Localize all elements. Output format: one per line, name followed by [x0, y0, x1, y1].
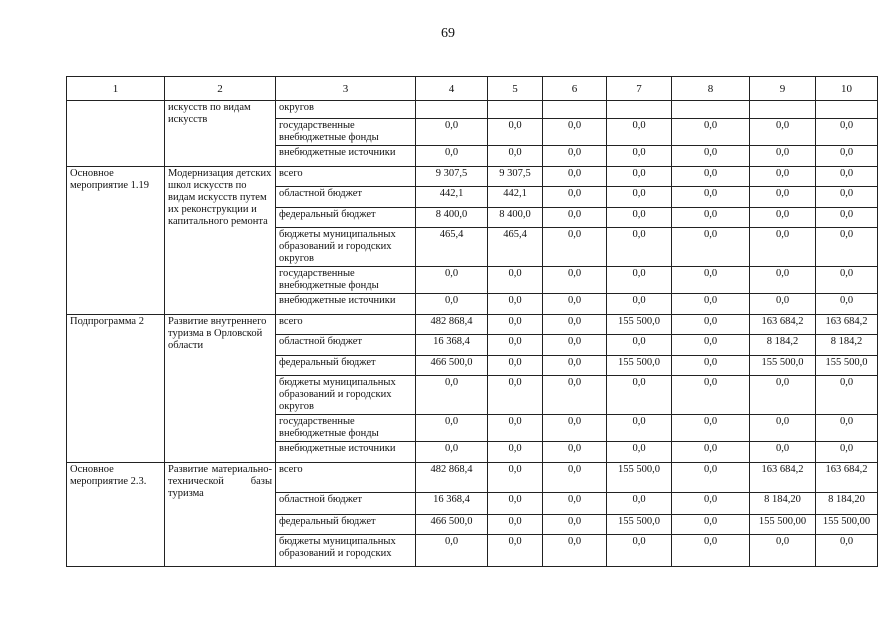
- amount-cell: 0,0: [607, 187, 672, 208]
- amount-cell: 155 500,0: [607, 515, 672, 535]
- amount-cell: 0,0: [488, 335, 543, 356]
- funding-source-cell: внебюджетные источники: [276, 442, 416, 463]
- amount-cell: 0,0: [607, 335, 672, 356]
- measure-name-cell: Модернизация детских школ искусств по видам искусств путем их реконструкции и капитального ремонта: [165, 167, 276, 315]
- amount-cell: 0,0: [816, 535, 878, 567]
- amount-cell: 442,1: [488, 187, 543, 208]
- amount-cell: 155 500,0: [607, 356, 672, 376]
- table-row: [67, 167, 878, 187]
- program-cell: Основное мероприятие 2.3.: [67, 463, 165, 567]
- amount-cell: 8 400,0: [488, 208, 543, 228]
- amount-cell: 0,0: [416, 535, 488, 567]
- funding-source-cell: областной бюджет: [276, 335, 416, 356]
- amount-cell: 0,0: [543, 119, 607, 146]
- amount-cell: 0,0: [488, 146, 543, 167]
- amount-cell: 0,0: [488, 415, 543, 442]
- amount-cell: [416, 101, 488, 119]
- amount-cell: 0,0: [416, 119, 488, 146]
- funding-source-cell: государственные внебюджетные фонды: [276, 119, 416, 146]
- amount-cell: 9 307,5: [416, 167, 488, 187]
- amount-cell: 0,0: [416, 267, 488, 294]
- amount-cell: 0,0: [672, 208, 750, 228]
- amount-cell: 0,0: [543, 356, 607, 376]
- amount-cell: 0,0: [543, 208, 607, 228]
- amount-cell: 0,0: [816, 167, 878, 187]
- amount-cell: 8 184,20: [750, 493, 816, 515]
- funding-source-cell: внебюджетные источники: [276, 146, 416, 167]
- amount-cell: 0,0: [488, 267, 543, 294]
- amount-cell: 0,0: [750, 208, 816, 228]
- header-cell: 3: [276, 77, 416, 101]
- amount-cell: 0,0: [607, 415, 672, 442]
- amount-cell: [750, 101, 816, 119]
- amount-cell: 0,0: [750, 167, 816, 187]
- header-cell: 10: [816, 77, 878, 101]
- amount-cell: 9 307,5: [488, 167, 543, 187]
- funding-source-cell: внебюджетные источники: [276, 294, 416, 315]
- amount-cell: 0,0: [672, 228, 750, 267]
- amount-cell: 0,0: [543, 187, 607, 208]
- table-row: [67, 101, 878, 119]
- amount-cell: 8 400,0: [416, 208, 488, 228]
- amount-cell: 0,0: [672, 442, 750, 463]
- amount-cell: 0,0: [672, 376, 750, 415]
- table-row: [67, 315, 878, 335]
- amount-cell: [672, 101, 750, 119]
- funding-source-cell: государственные внебюджетные фонды: [276, 267, 416, 294]
- amount-cell: 0,0: [672, 267, 750, 294]
- budget-table: [66, 76, 878, 567]
- amount-cell: 0,0: [543, 228, 607, 267]
- program-cell: [67, 101, 165, 167]
- amount-cell: 16 368,4: [416, 335, 488, 356]
- amount-cell: [543, 101, 607, 119]
- amount-cell: 0,0: [416, 415, 488, 442]
- amount-cell: 0,0: [607, 535, 672, 567]
- amount-cell: 0,0: [543, 535, 607, 567]
- funding-source-cell: всего: [276, 167, 416, 187]
- amount-cell: 0,0: [672, 335, 750, 356]
- amount-cell: 0,0: [672, 294, 750, 315]
- amount-cell: 0,0: [416, 442, 488, 463]
- amount-cell: 0,0: [816, 415, 878, 442]
- amount-cell: 0,0: [543, 415, 607, 442]
- amount-cell: 0,0: [672, 146, 750, 167]
- amount-cell: [607, 101, 672, 119]
- amount-cell: 0,0: [816, 187, 878, 208]
- amount-cell: 0,0: [543, 315, 607, 335]
- amount-cell: 442,1: [416, 187, 488, 208]
- funding-source-cell: бюджеты муниципальных образований и городских округов: [276, 376, 416, 415]
- amount-cell: [488, 101, 543, 119]
- amount-cell: 0,0: [607, 267, 672, 294]
- amount-cell: 0,0: [816, 376, 878, 415]
- header-cell: 7: [607, 77, 672, 101]
- amount-cell: 0,0: [672, 493, 750, 515]
- amount-cell: 0,0: [416, 146, 488, 167]
- amount-cell: 0,0: [607, 167, 672, 187]
- measure-name-cell: искусств по видам искусств: [165, 101, 276, 167]
- amount-cell: 0,0: [607, 119, 672, 146]
- amount-cell: 0,0: [488, 294, 543, 315]
- amount-cell: 0,0: [816, 267, 878, 294]
- amount-cell: 0,0: [607, 376, 672, 415]
- amount-cell: 0,0: [816, 208, 878, 228]
- amount-cell: 0,0: [543, 294, 607, 315]
- header-cell: 2: [165, 77, 276, 101]
- amount-cell: 163 684,2: [816, 463, 878, 493]
- amount-cell: 0,0: [543, 167, 607, 187]
- amount-cell: 0,0: [816, 119, 878, 146]
- amount-cell: 0,0: [816, 146, 878, 167]
- table-header-row: [67, 77, 878, 101]
- page-number: 69: [441, 26, 455, 41]
- amount-cell: 155 500,0: [750, 356, 816, 376]
- amount-cell: 0,0: [672, 415, 750, 442]
- amount-cell: 155 500,0: [607, 463, 672, 493]
- amount-cell: 0,0: [672, 315, 750, 335]
- amount-cell: 0,0: [488, 463, 543, 493]
- amount-cell: 0,0: [816, 228, 878, 267]
- amount-cell: 466 500,0: [416, 356, 488, 376]
- amount-cell: 163 684,2: [816, 315, 878, 335]
- amount-cell: 163 684,2: [750, 463, 816, 493]
- amount-cell: 0,0: [488, 515, 543, 535]
- amount-cell: 0,0: [750, 415, 816, 442]
- funding-source-cell: бюджеты муниципальных образований и городских: [276, 535, 416, 567]
- measure-name-cell: Развитие внутреннего туризма в Орловской области: [165, 315, 276, 463]
- program-cell: Подпрограмма 2: [67, 315, 165, 463]
- amount-cell: 0,0: [488, 119, 543, 146]
- amount-cell: 0,0: [750, 228, 816, 267]
- funding-source-cell: федеральный бюджет: [276, 356, 416, 376]
- amount-cell: 155 500,0: [816, 356, 878, 376]
- amount-cell: 0,0: [750, 267, 816, 294]
- funding-source-cell: всего: [276, 463, 416, 493]
- funding-source-cell: бюджеты муниципальных образований и городских округов: [276, 228, 416, 267]
- amount-cell: 0,0: [488, 356, 543, 376]
- amount-cell: 0,0: [816, 442, 878, 463]
- amount-cell: 0,0: [672, 356, 750, 376]
- amount-cell: 0,0: [672, 535, 750, 567]
- amount-cell: 0,0: [488, 535, 543, 567]
- amount-cell: 0,0: [543, 267, 607, 294]
- measure-name-cell: Развитие материально-технической базы туризма: [165, 463, 276, 567]
- amount-cell: 0,0: [607, 146, 672, 167]
- amount-cell: 16 368,4: [416, 493, 488, 515]
- amount-cell: 155 500,00: [816, 515, 878, 535]
- amount-cell: 0,0: [416, 376, 488, 415]
- amount-cell: 0,0: [750, 376, 816, 415]
- amount-cell: 0,0: [672, 515, 750, 535]
- amount-cell: 0,0: [488, 493, 543, 515]
- header-cell: 9: [750, 77, 816, 101]
- amount-cell: 0,0: [750, 119, 816, 146]
- header-cell: 1: [67, 77, 165, 101]
- amount-cell: 0,0: [750, 535, 816, 567]
- funding-source-cell: областной бюджет: [276, 493, 416, 515]
- amount-cell: 8 184,20: [816, 493, 878, 515]
- amount-cell: 482 868,4: [416, 315, 488, 335]
- amount-cell: 0,0: [816, 294, 878, 315]
- amount-cell: 0,0: [672, 187, 750, 208]
- amount-cell: 482 868,4: [416, 463, 488, 493]
- amount-cell: 8 184,2: [816, 335, 878, 356]
- amount-cell: 0,0: [543, 146, 607, 167]
- amount-cell: 465,4: [416, 228, 488, 267]
- amount-cell: 0,0: [607, 442, 672, 463]
- amount-cell: 0,0: [607, 208, 672, 228]
- amount-cell: 0,0: [750, 442, 816, 463]
- amount-cell: 155 500,00: [750, 515, 816, 535]
- amount-cell: 155 500,0: [607, 315, 672, 335]
- table-row: [67, 463, 878, 493]
- amount-cell: 0,0: [488, 376, 543, 415]
- header-cell: 5: [488, 77, 543, 101]
- amount-cell: 0,0: [416, 294, 488, 315]
- funding-source-cell: государственные внебюджетные фонды: [276, 415, 416, 442]
- header-cell: 6: [543, 77, 607, 101]
- amount-cell: 0,0: [607, 228, 672, 267]
- amount-cell: 0,0: [543, 515, 607, 535]
- amount-cell: 0,0: [488, 315, 543, 335]
- amount-cell: 0,0: [750, 146, 816, 167]
- amount-cell: 466 500,0: [416, 515, 488, 535]
- funding-source-cell: всего: [276, 315, 416, 335]
- amount-cell: 0,0: [543, 376, 607, 415]
- amount-cell: 0,0: [543, 493, 607, 515]
- funding-source-cell: федеральный бюджет: [276, 515, 416, 535]
- funding-source-cell: областной бюджет: [276, 187, 416, 208]
- header-cell: 8: [672, 77, 750, 101]
- amount-cell: 0,0: [672, 463, 750, 493]
- amount-cell: 0,0: [543, 463, 607, 493]
- amount-cell: [816, 101, 878, 119]
- amount-cell: 0,0: [750, 294, 816, 315]
- amount-cell: 0,0: [543, 335, 607, 356]
- amount-cell: 0,0: [543, 442, 607, 463]
- amount-cell: 0,0: [672, 119, 750, 146]
- header-cell: 4: [416, 77, 488, 101]
- amount-cell: 8 184,2: [750, 335, 816, 356]
- amount-cell: 0,0: [672, 167, 750, 187]
- amount-cell: 163 684,2: [750, 315, 816, 335]
- funding-source-cell: федеральный бюджет: [276, 208, 416, 228]
- funding-source-cell: округов: [276, 101, 416, 119]
- amount-cell: 0,0: [607, 294, 672, 315]
- amount-cell: 0,0: [488, 442, 543, 463]
- amount-cell: 465,4: [488, 228, 543, 267]
- amount-cell: 0,0: [750, 187, 816, 208]
- amount-cell: 0,0: [607, 493, 672, 515]
- program-cell: Основное мероприятие 1.19: [67, 167, 165, 315]
